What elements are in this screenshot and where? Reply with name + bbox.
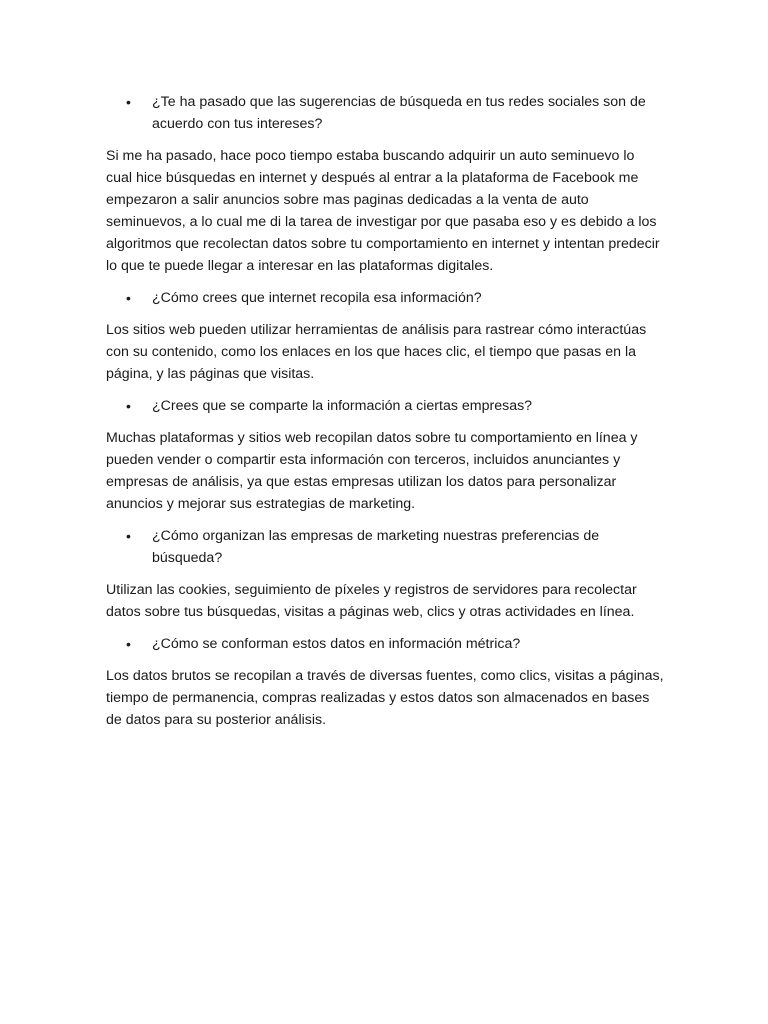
answer-4: Utilizan las cookies, seguimiento de píxeles y registros de servidores para recolectar datos sobre tus búsquedas, visitas a páginas web, clics y otras actividades en línea. xyxy=(106,582,637,620)
question-1 xyxy=(106,91,652,135)
question-text: ¿Cómo organizan las empresas de marketing nuestras preferencias de búsqueda? xyxy=(152,528,600,566)
question-4 xyxy=(106,525,652,569)
question-text: ¿Cómo se conforman estos datos en información métrica? xyxy=(152,636,521,652)
question-text: ¿Crees que se comparte la información a ciertas empresas? xyxy=(152,398,533,414)
bullet-icon: • xyxy=(126,398,131,414)
question-5 xyxy=(106,633,652,655)
question-text: ¿Te ha pasado que las sugerencias de búsqueda en tus redes sociales son de acuerdo con tus intereses? xyxy=(152,94,646,132)
question-2 xyxy=(106,287,652,309)
answer-3: Muchas plataformas y sitios web recopilan datos sobre tu comportamiento en línea y pueden vender o compartir esta información con terceros, incluidos anunciantes y empresas de análisis, ya que estas empresas utilizan los datos para personalizar anuncios y mejorar sus estrategias de marketing. xyxy=(106,430,638,512)
bullet-icon: • xyxy=(126,636,131,652)
document-page xyxy=(106,91,664,741)
question-3 xyxy=(106,395,652,417)
answer-1: Si me ha pasado, hace poco tiempo estaba buscando adquirir un auto seminuevo lo cual hice búsquedas en internet y después al entrar a la plataforma de Facebook me empezaron a salir anuncios sobre mas paginas dedicadas a la venta de auto seminuevos, a lo cual me di la tarea de investigar por que pasaba eso y es debido a los algoritmos que recolectan datos sobre tu comportamiento en internet y intentan predecir lo que te puede llegar a interesar en las plataformas digitales. xyxy=(106,148,660,274)
answer-5: Los datos brutos se recopilan a través de diversas fuentes, como clics, visitas a páginas, tiempo de permanencia, compras realizadas y estos datos son almacenados en bases de datos para su posterior análisis. xyxy=(106,668,664,728)
answer-2: Los sitios web pueden utilizar herramientas de análisis para rastrear cómo interactúas con su contenido, como los enlaces en los que haces clic, el tiempo que pasas en la página, y las páginas que visitas. xyxy=(106,322,647,382)
question-text: ¿Cómo crees que internet recopila esa información? xyxy=(152,290,482,306)
bullet-icon: • xyxy=(126,290,131,306)
bullet-icon: • xyxy=(126,94,131,110)
bullet-icon: • xyxy=(126,528,131,544)
